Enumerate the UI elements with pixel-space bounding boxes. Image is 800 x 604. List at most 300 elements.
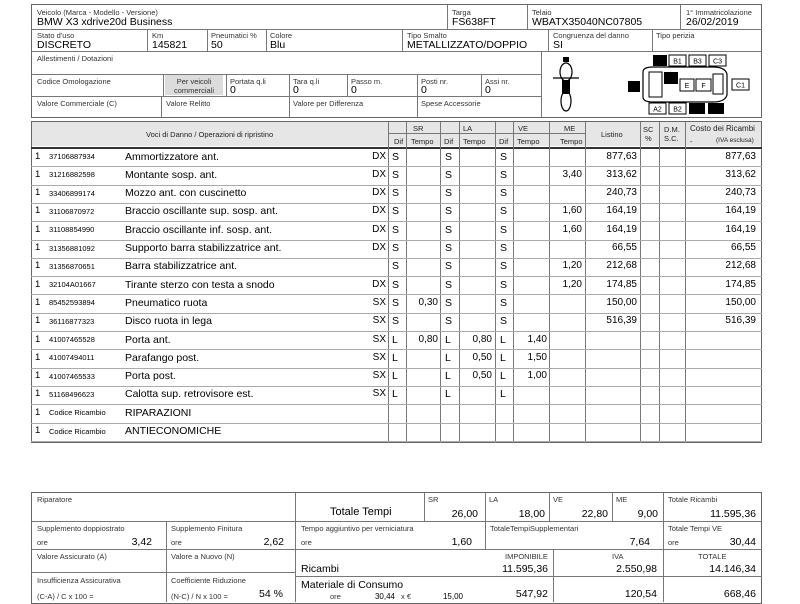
divider [163,74,164,96]
cell-list: 313,62 [606,168,637,180]
col-me-header: ME [564,124,576,133]
registration-label: 1° Immatricolazione [686,8,752,17]
col-tempo-header: Tempo [517,137,540,146]
grand-total-label: TOTALE [698,552,727,561]
la-total: 18,00 [518,508,545,520]
divider [31,74,541,75]
cell-cost: 240,73 [725,187,756,199]
cell-desc: Braccio oscillante sup. sosp. ant. [125,205,278,218]
cell-qty: 1 [35,351,41,363]
taxable-label: IMPONIBILE [505,552,548,561]
cell-cost: 164,19 [725,205,756,217]
cell-la: S [445,223,453,236]
cell-la-t: 0,50 [472,351,492,363]
cell-ve: L [500,370,506,383]
cell-cost: 174,85 [725,278,756,290]
divider [207,29,208,51]
cell-code: 41007494011 [49,353,95,363]
cell-code: 85452593894 [49,298,95,308]
car-diagram-svg [543,52,761,117]
cell-side: SX [372,333,386,345]
cell-code: Codice Ricambio [49,408,106,418]
cell-side: SX [372,315,386,327]
cell-side: DX [372,205,386,217]
cell-code: 31216882598 [49,170,95,180]
front-marker [628,81,640,92]
commercial-value-label: Valore Commerciale (C) [37,99,117,108]
col-sr-header: SR [413,124,424,133]
col-dif-header: Dif [444,137,454,146]
cell-desc: Disco ruota in lega [125,315,212,328]
damage-zone-marker [653,55,667,66]
vehicle-tyres: 50 [211,39,223,51]
col-pct-header: % [645,134,652,143]
cell-side: SX [372,370,386,382]
cell-list: 212,68 [606,260,637,272]
col-ve-header: VE [518,124,529,133]
plate-label: Targa [452,8,471,17]
finish-value: 2,62 [263,536,284,548]
cell-desc: Porta post. [125,370,176,383]
cell-qty: 1 [35,315,41,327]
wheelbase-value: 0 [351,84,357,96]
cell-code: 41007465533 [49,371,95,381]
divider [612,492,613,521]
cell-side: SX [372,296,386,308]
divider [147,29,148,51]
zone-label: E [684,83,690,90]
riparatore-label: Riparatore [37,495,73,504]
cell-list: 164,19 [606,205,637,217]
column-divider [440,122,441,443]
extra-paint-time-label: Tempo aggiuntivo per verniciatura [301,524,414,533]
seats-label: Posti nr. [421,77,449,86]
cell-code: 33406899174 [49,188,95,198]
row-divider [31,386,762,387]
me-total-label: ME [616,495,628,504]
me-total: 9,00 [637,508,658,520]
cell-sr: L [392,370,398,383]
col-cost-sub-header: (IVA esclusa) [716,137,754,144]
column-divider [495,122,496,443]
divider [289,74,290,96]
cell-desc: Braccio oscillante inf. sosp. ant. [125,223,273,236]
cell-la-t: 0,50 [472,370,492,382]
vehicle-km: 145821 [152,39,188,51]
divider [347,74,348,96]
row-divider [31,276,762,277]
cell-cost: 516,39 [725,315,756,327]
reduction-coeff-value: 54 % [259,588,283,600]
cell-qty: 1 [35,150,41,162]
zone-label: B1 [673,58,682,66]
cell-list: 877,63 [606,150,637,162]
cell-ve: S [500,187,508,200]
cell-qty: 1 [35,223,41,235]
cell-side: DX [372,150,386,162]
consumables-vat: 120,54 [624,588,657,600]
divider [548,29,549,51]
cell-ve: S [500,315,508,328]
cell-cost: 164,19 [725,223,756,235]
divider [485,492,486,549]
cell-qty: 1 [35,260,41,272]
divider [527,4,528,29]
tare-label: Tara q.li [293,77,320,86]
cell-sr-t: 0,80 [418,333,438,345]
column-divider [388,122,389,443]
cell-sr: S [392,278,400,291]
column-divider [640,122,641,443]
divider [295,492,296,602]
supp-times-label: TotaleTempiSupplementari [490,524,579,533]
trim-label: Allestimenti / Dotazioni [37,54,113,63]
cell-la: S [445,242,453,254]
cell-sr: S [392,260,400,273]
total-parts: 11.595,36 [710,508,756,520]
new-value-label: Valore a Nuovo (N) [171,552,235,561]
cell-sr: S [392,296,400,309]
cell-qty: 1 [35,388,41,400]
la-total-label: LA [489,495,499,504]
hours-label: ore [330,592,341,601]
divider [447,4,448,29]
cell-list: 150,00 [606,296,637,308]
cell-ve: S [500,205,508,218]
consumables-rate: 15,00 [442,592,463,601]
vat-value: 2.550,98 [616,563,657,575]
cell-list: 164,19 [606,223,637,235]
cell-me: 3,40 [562,168,582,180]
total-parts-label: Totale Ricambi [668,495,718,504]
zone-label: B3 [693,58,702,66]
cell-qty: 1 [35,278,41,290]
hours-label: ore [171,538,182,547]
convergence-label: Congruenza del danno [553,31,629,40]
cell-code: 51168496623 [49,389,95,399]
divider [266,29,267,51]
divider [289,96,290,118]
zone-label: B2 [673,106,682,114]
hours-label: ore [37,538,48,547]
column-divider [513,122,514,443]
supp-times: 7,64 [629,536,650,548]
cell-la: S [445,150,453,163]
wheelbase-label: Passo m. [351,77,383,86]
cell-desc: Parafango post. [125,351,200,364]
sr-total-label: SR [428,495,439,504]
cell-ve: S [500,260,508,273]
cell-la: S [445,260,453,273]
reduction-coeff-label: Coefficiente Riduzione [171,576,246,585]
sr-total: 26,00 [451,508,478,520]
col-dif-header: Dif [499,137,509,146]
divider [31,96,541,97]
double-layer-value: 3,42 [131,536,152,548]
vin-label: Telaio [532,8,552,17]
cell-list: 516,39 [606,315,637,327]
divider [541,51,542,118]
cell-sr: S [392,187,400,200]
cell-ve-t: 1,50 [527,351,547,363]
cell-ve: S [500,168,508,181]
col-sc2-header: S.C. [664,134,679,143]
cell-sr-t: 0,30 [418,296,438,308]
vehicle-vin: WBATX35040NC07805 [532,16,643,28]
cell-sr: S [392,315,400,328]
cell-la-t: 0,80 [472,333,492,345]
motorbike-icon [553,57,579,111]
cell-ve: S [500,296,508,309]
row-divider [31,240,762,241]
cell-desc: Calotta sup. retrovisore est. [125,388,254,401]
cell-qty: 1 [35,296,41,308]
cell-desc: Barra stabilizzatrice ant. [125,260,238,273]
cell-qty: 1 [35,333,41,345]
total-times-label: Totale Tempi [330,506,392,518]
cell-me: 1,20 [562,260,582,272]
cell-ve-t: 1,00 [527,370,547,382]
cell-sr: L [392,388,398,401]
reduction-coeff-formula: (N-C) / N x 100 = [171,592,228,601]
cell-side: DX [372,187,386,199]
cell-side: DX [372,223,386,235]
cell-cost: 150,00 [725,296,756,308]
cell-list: 66,55 [611,242,637,253]
insurance-gap-label: Insufficienza Assicurativa [37,576,121,585]
divider [402,29,403,51]
cell-cost: 313,62 [725,168,756,180]
cell-ve: L [500,333,506,346]
col-la-header: LA [463,124,473,133]
divider [31,147,762,149]
divider [31,572,295,573]
cell-la: L [445,370,451,383]
double-layer-label: Supplemento doppiostrato [37,524,125,533]
difference-label: Valore per Differenza [293,99,364,108]
payload-label: Portata q.li [230,77,266,86]
cell-ve: S [500,278,508,291]
consumables-hours: 30,44 [374,592,395,601]
taxable-value: 11.595,36 [502,563,548,575]
cell-side: SX [372,388,386,400]
cell-side: SX [372,351,386,363]
cell-ve: L [500,388,506,401]
row-divider [31,331,762,332]
cell-code: 36116877323 [49,316,95,326]
cell-qty: 1 [35,168,41,180]
hours-label: ore [301,538,312,547]
cell-desc: Montante sosp. ant. [125,168,218,181]
cell-desc: Tirante sterzo con testa a snodo [125,278,275,291]
col-tempo-header: Tempo [411,137,434,146]
color-label: Colore [270,31,293,40]
cell-qty: 1 [35,406,41,418]
cell-list: 240,73 [606,187,637,199]
cell-side: DX [372,242,386,253]
cell-ve: S [500,242,508,254]
cell-ve: L [500,351,506,364]
divider [226,74,227,96]
cell-la: S [445,315,453,328]
expertise-label: Tipo perizia [656,31,695,40]
column-divider [406,122,407,443]
vehicle-color: Blu [270,39,286,51]
row-divider [31,185,762,186]
condition-label: Stato d'uso [37,31,75,40]
cell-sr: L [392,333,398,346]
cell-desc: Porta ant. [125,333,171,346]
cell-sr: S [392,242,400,254]
tyres-label: Pneumatici % [211,31,257,40]
zone-label: A2 [653,106,662,114]
vehicle-model: BMW X3 xdrive20d Business [37,16,173,28]
col-dash-header: - [690,137,693,146]
col-dm-header: D.M. [664,125,680,134]
divider [295,576,762,577]
consumables-multiplier: x € [401,592,412,601]
cell-side: DX [372,278,386,290]
col-tempo-header: Tempo [560,137,583,146]
cell-me: 1,60 [562,205,582,217]
cell-me: 1,60 [562,223,582,235]
divider [31,549,762,550]
cell-qty: 1 [35,242,41,253]
zone-label: C3 [713,58,722,66]
zone-label: C1 [736,82,745,90]
cell-code: 37106887934 [49,152,95,161]
seats-value: 0 [421,84,427,96]
divider [417,74,418,96]
cell-la: L [445,333,451,346]
row-divider [31,203,762,204]
finish-label: Supplemento Finitura [171,524,243,533]
convergence-value: SI [553,39,563,51]
tare-value: 0 [293,84,299,96]
cell-sr: S [392,205,400,218]
col-sc-header: SC [643,125,654,134]
cell-list: 174,85 [606,278,637,290]
homologation-label: Codice Omologazione [37,77,111,86]
divider [652,29,653,51]
cell-qty: 1 [35,425,41,436]
axles-value: 0 [485,84,491,96]
cell-sr: L [392,351,398,364]
divider [549,492,550,521]
vehicle-plate: FS638FT [452,16,496,28]
extra-paint-time: 1,60 [451,536,472,548]
commercial-label: Per veicoli commerciali [173,77,214,95]
cell-desc: Ammortizzatore ant. [125,150,219,163]
cell-desc: Mozzo ant. con cuscinetto [125,187,247,200]
cell-code: 31356870651 [49,261,95,271]
row-divider [31,294,762,295]
cell-code: 31356881092 [49,243,95,253]
model-label: Veicolo (Marca - Modello - Versione) [37,8,158,17]
cell-cost: 212,68 [725,260,756,272]
cell-code: 31108854990 [49,225,95,235]
parts-row-label: Ricambi [301,563,339,575]
cell-ve: S [500,223,508,236]
paint-type: METALLIZZATO/DOPPIO [407,39,528,51]
paint-type-label: Tipo Smalto [407,31,447,40]
registration-date: 26/02/2019 [686,16,739,28]
cell-ve-t: 1,40 [527,333,547,345]
axles-label: Assi nr. [485,77,510,86]
consumables-label: Materiale di Consumo [301,579,404,591]
cell-me: 1,20 [562,278,582,290]
cell-code: Codice Ricambio [49,426,106,436]
km-label: Km [152,31,164,40]
row-divider [31,349,762,350]
col-cost-header: Costo dei Ricambi [690,124,755,133]
insured-value-label: Valore Assicurato (A) [37,552,107,561]
cell-desc: Supporto barra stabilizzatrice ant. [125,242,282,254]
zone-label: F [701,83,706,90]
accessories-label: Spese Accessorie [421,99,481,108]
cell-cost: 877,63 [725,150,756,162]
cell-la: S [445,296,453,309]
cell-code: 31106870972 [49,206,95,216]
row-divider [31,368,762,369]
divider [680,4,681,29]
consumables-total: 668,46 [723,588,756,600]
vat-label: IVA [612,552,624,561]
cell-qty: 1 [35,187,41,199]
cell-la: L [445,388,451,401]
divider [161,96,162,118]
relitto-label: Valore Relitto [166,99,211,108]
damage-diagram [543,52,761,117]
cell-la: L [445,351,451,364]
ve-total-label: VE [553,495,564,504]
divider [663,492,664,602]
payload-value: 0 [230,84,236,96]
cell-la: S [445,205,453,218]
cell-sr: S [392,150,400,163]
grand-total-value: 14.146,34 [709,563,756,575]
cell-code: 32104A01667 [49,280,96,290]
cell-cost: 66,55 [730,242,756,253]
consumables-taxable: 547,92 [515,588,548,600]
row-divider [31,258,762,259]
row-divider [31,166,762,167]
cell-ve: S [500,150,508,163]
cell-sr: S [392,168,400,181]
row-divider [31,221,762,222]
cell-desc: Pneumatico ruota [125,296,208,309]
total-ve-label: Totale Tempi VE [668,524,723,533]
cell-qty: 1 [35,370,41,382]
cell-desc: RIPARAZIONI [125,406,192,419]
cell-la: S [445,187,453,200]
col-voices-header: Voci di Danno / Operazioni di ripristino [146,130,274,139]
divider [31,521,762,522]
row-divider [31,404,762,405]
col-dif-header: Dif [394,137,404,146]
row-divider [31,441,762,442]
col-tempo-header: Tempo [463,137,486,146]
cell-la: S [445,168,453,181]
vehicle-condition: DISCRETO [37,39,92,51]
row-divider [31,423,762,424]
divider [166,521,167,602]
hours-label: ore [668,538,679,547]
column-divider [459,122,460,443]
col-listino-header: Listino [601,130,623,139]
cell-side: DX [372,168,386,180]
divider [424,492,425,521]
